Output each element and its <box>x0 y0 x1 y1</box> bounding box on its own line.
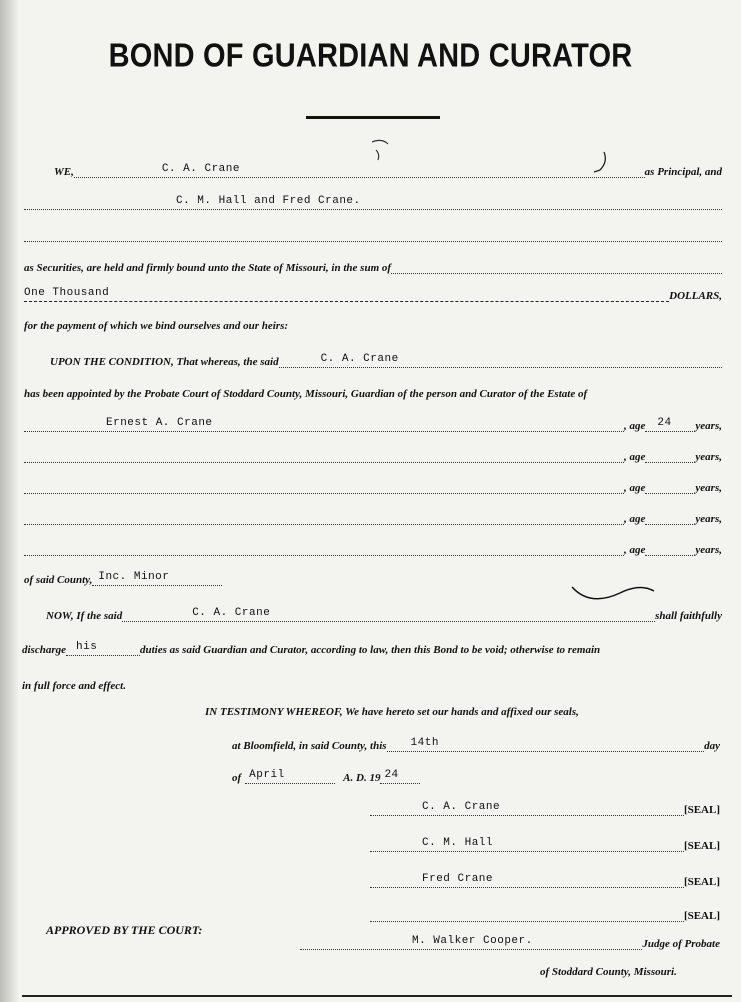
judge-label: Judge of Probate <box>642 938 720 950</box>
ad-label: A. D. 19 <box>343 772 381 784</box>
payment-label: for the payment of which we bind ourselves and our heirs: <box>24 320 289 332</box>
ward-line <box>24 476 722 494</box>
title-underline <box>306 116 440 119</box>
bloomfield-label: at Bloomfield, in said County, this <box>232 740 387 752</box>
document-title: BOND OF GUARDIAN AND CURATOR <box>108 37 633 75</box>
payment-line <box>24 314 722 332</box>
year-field <box>380 770 420 784</box>
sum-line <box>24 284 722 302</box>
years-label: years, <box>695 482 722 494</box>
signature-line <box>370 798 720 816</box>
signature-name: Fred Crane <box>422 873 494 885</box>
testimony-line <box>205 700 723 718</box>
ward-line <box>24 538 722 556</box>
sum-prefix-field <box>391 260 722 274</box>
condition-line <box>50 350 722 368</box>
principal-field <box>74 164 645 178</box>
signature-line <box>370 904 720 922</box>
signature-line <box>370 870 720 888</box>
county-value: Inc. Minor <box>98 571 170 583</box>
bloomfield-line <box>232 734 720 752</box>
faithfully-label: shall faithfully <box>655 610 722 622</box>
discharge-value: his <box>76 641 98 653</box>
ward-name-field <box>24 449 624 463</box>
sum-field <box>24 288 669 302</box>
appointed-label: has been appointed by the Probate Court of Stoddard County, Missouri, Guardian of the person and Curator of the Estate of <box>24 388 588 400</box>
principal-name: C. A. Crane <box>161 163 240 175</box>
age-field <box>645 449 695 463</box>
age-label: , age <box>624 482 646 494</box>
now-field <box>122 608 655 622</box>
seal-label: [SEAL] <box>683 804 720 816</box>
ward-name-field <box>24 542 624 556</box>
discharge-label: discharge <box>22 644 66 656</box>
dollars-label: DOLLARS, <box>669 290 722 302</box>
age-label: , age <box>624 451 646 463</box>
seal-label: [SEAL] <box>683 910 720 922</box>
condition-name: C. A. Crane <box>320 353 399 365</box>
now-label: NOW, If the said <box>46 610 123 622</box>
scanned-page-edge <box>0 0 18 1002</box>
ward-name-field <box>24 511 624 525</box>
ward-line <box>24 507 722 525</box>
blank-field <box>24 228 722 242</box>
appointed-line <box>24 382 724 400</box>
discharge-field <box>66 642 140 656</box>
signature-name: C. A. Crane <box>422 801 501 813</box>
age-label: , age <box>624 544 646 556</box>
approved-label: APPROVED BY THE COURT: <box>46 923 203 937</box>
judge-name: M. Walker Cooper. <box>412 935 533 947</box>
county-court-label: of Stoddard County, Missouri. <box>540 966 677 978</box>
day-field <box>387 738 705 752</box>
condition-label: UPON THE CONDITION, That whereas, the said <box>50 356 279 368</box>
signature-line <box>370 834 720 852</box>
force-label: in full force and effect. <box>22 680 126 692</box>
approved-line <box>46 920 306 938</box>
ward-name-field <box>24 418 624 432</box>
date-line <box>232 766 532 784</box>
county-line <box>24 568 324 586</box>
signature-field <box>370 838 684 852</box>
now-line <box>46 604 722 622</box>
age-field <box>645 480 695 494</box>
ink-mark-1 <box>368 136 396 162</box>
county-field <box>92 572 222 586</box>
ward-line <box>24 414 722 432</box>
years-label: years, <box>695 451 722 463</box>
year-value: 24 <box>384 769 399 781</box>
signature-field <box>370 908 684 922</box>
securities-label: as Securities, are held and firmly bound unto the State of Missouri, in the sum of <box>24 262 392 274</box>
age-label: , age <box>624 513 646 525</box>
ward-name-field <box>24 480 624 494</box>
of-label: of <box>232 772 242 784</box>
month-field <box>245 770 335 784</box>
ward-line <box>24 445 722 463</box>
seal-label: [SEAL] <box>683 840 720 852</box>
years-label: years, <box>695 544 722 556</box>
years-label: years, <box>695 513 722 525</box>
signature-field <box>370 874 684 888</box>
month-value: April <box>249 769 285 781</box>
principal-line <box>54 160 722 178</box>
securities-field <box>24 196 722 210</box>
securities-label-line <box>24 256 722 274</box>
judge-field <box>300 936 642 950</box>
county-court-line <box>540 960 720 978</box>
handwritten-flourish <box>570 577 656 605</box>
age-field <box>645 542 695 556</box>
testimony-label: IN TESTIMONY WHEREOF, We have hereto set our hands and affixed our seals, <box>205 706 579 718</box>
securities-names-line <box>24 192 722 210</box>
county-label: of said County, <box>24 574 93 586</box>
day-value: 14th <box>410 737 439 749</box>
signature-name: C. M. Hall <box>422 837 494 849</box>
bottom-rule <box>22 995 732 997</box>
day-label: day <box>704 740 720 752</box>
duties-label: duties as said Guardian and Curator, according to law, then this Bond to be void; otherwise to remain <box>140 644 601 656</box>
judge-line <box>300 932 720 950</box>
ward-age: 24 <box>657 417 672 429</box>
condition-field <box>279 354 722 368</box>
blank-securities-line <box>24 224 722 242</box>
discharge-line <box>22 638 724 656</box>
we-label: WE, <box>54 166 74 178</box>
age-field <box>645 511 695 525</box>
force-line <box>22 674 322 692</box>
principal-label: as Principal, and <box>644 166 722 178</box>
years-label: years, <box>695 420 722 432</box>
age-field <box>645 418 695 432</box>
ward-name: Ernest A. Crane <box>106 417 213 429</box>
securities-names: C. M. Hall and Fred Crane. <box>176 195 361 207</box>
sum-text: One Thousand <box>24 287 110 299</box>
now-name: C. A. Crane <box>192 607 271 619</box>
signature-field <box>370 802 684 816</box>
seal-label: [SEAL] <box>683 876 720 888</box>
age-label: , age <box>624 420 646 432</box>
